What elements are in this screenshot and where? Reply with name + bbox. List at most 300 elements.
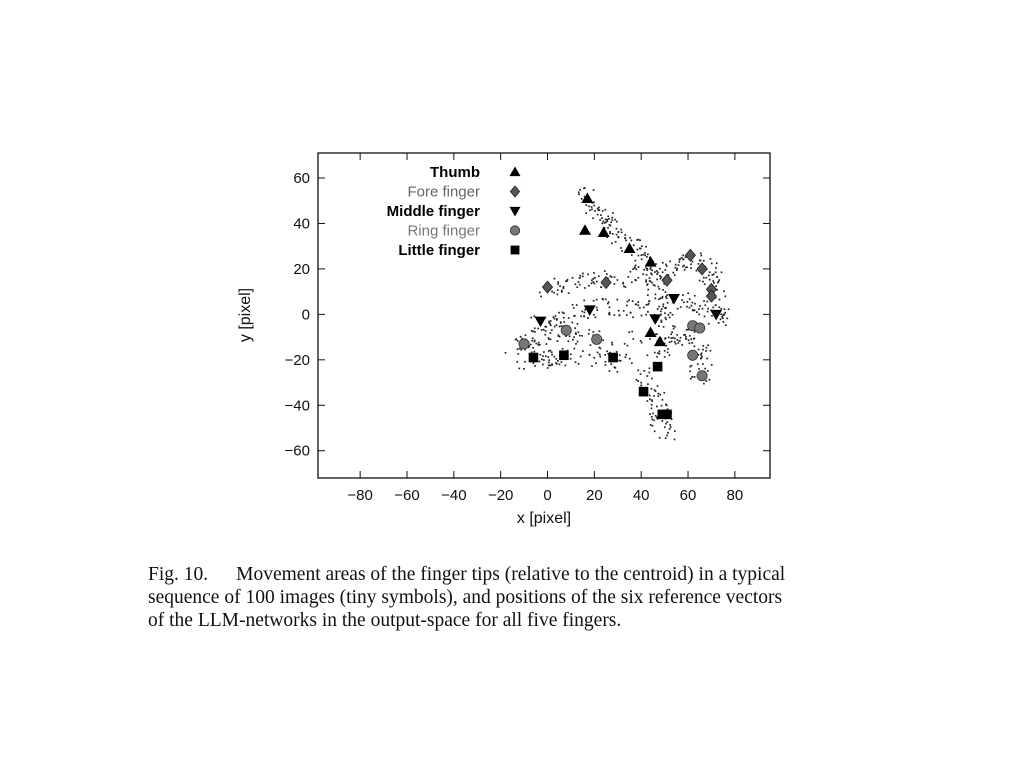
- movement-dot: [667, 432, 669, 434]
- movement-dot: [580, 315, 582, 317]
- movement-dot: [638, 266, 640, 268]
- movement-dot: [627, 345, 629, 347]
- movement-dot: [689, 371, 691, 373]
- movement-dot: [704, 316, 706, 318]
- movement-dot: [595, 362, 597, 364]
- movement-dot: [656, 416, 658, 418]
- movement-dot: [633, 244, 635, 246]
- little-finger-marker: [639, 387, 649, 397]
- caption-line-1: Fig. 10. Movement areas of the finger tips (relative to the centroid) in a typical: [148, 564, 786, 585]
- movement-dot: [661, 320, 663, 322]
- movement-dot: [616, 234, 618, 236]
- movement-dot: [645, 314, 647, 316]
- movement-dot: [687, 292, 689, 294]
- movement-dot: [533, 362, 535, 364]
- movement-dot: [573, 307, 575, 309]
- movement-dot: [624, 343, 626, 345]
- little-finger-marker: [559, 350, 569, 360]
- movement-dot: [605, 218, 607, 220]
- movement-dot: [639, 307, 641, 309]
- movement-dot: [702, 281, 704, 283]
- movement-dot: [559, 363, 561, 365]
- movement-dot: [556, 363, 558, 365]
- movement-dot: [718, 306, 720, 308]
- movement-dot: [524, 361, 526, 363]
- movement-dot: [690, 378, 692, 380]
- movement-dot: [579, 335, 581, 337]
- movement-dot: [647, 294, 649, 296]
- movement-dot: [707, 308, 709, 310]
- movement-dot: [568, 340, 570, 342]
- movement-dot: [661, 405, 663, 407]
- movement-dot: [646, 304, 648, 306]
- movement-dot: [696, 311, 698, 313]
- movement-dot: [689, 335, 691, 337]
- movement-dot: [563, 321, 565, 323]
- movement-dot: [640, 248, 642, 250]
- movement-dot: [609, 224, 611, 226]
- movement-dot: [724, 296, 726, 298]
- movement-dot: [681, 299, 683, 301]
- movement-dot: [554, 278, 556, 280]
- movement-dot: [722, 317, 724, 319]
- movement-dot: [625, 356, 627, 358]
- movement-dot: [692, 302, 694, 304]
- movement-dot: [641, 315, 643, 317]
- movement-dot: [651, 378, 653, 380]
- movement-dot: [635, 280, 637, 282]
- movement-dot: [562, 312, 564, 314]
- movement-dot: [620, 360, 622, 362]
- movement-dot: [541, 329, 543, 331]
- little-finger-marker: [653, 362, 663, 372]
- movement-dot: [694, 303, 696, 305]
- caption-line-3: of the LLM-networks in the output-space for all five fingers.: [148, 610, 622, 631]
- movement-dot: [602, 210, 604, 212]
- movement-dot: [646, 269, 648, 271]
- movement-dot: [692, 310, 694, 312]
- movement-dot: [704, 304, 706, 306]
- legend-label: Little finger: [398, 242, 480, 259]
- movement-dot: [615, 367, 617, 369]
- movement-dot: [698, 314, 700, 316]
- movement-dot: [670, 312, 672, 314]
- movement-dot: [620, 229, 622, 231]
- movement-dot: [587, 317, 589, 319]
- movement-dot: [656, 406, 658, 408]
- movement-dot: [665, 404, 667, 406]
- movement-dot: [582, 273, 584, 275]
- movement-dot: [605, 364, 607, 366]
- movement-dot: [596, 307, 598, 309]
- movement-dot: [539, 361, 541, 363]
- movement-dot: [576, 286, 578, 288]
- movement-dot: [677, 342, 679, 344]
- movement-dot: [599, 356, 601, 358]
- movement-dot: [593, 189, 595, 191]
- y-tick-label: −40: [284, 397, 310, 415]
- movement-dot: [707, 370, 709, 372]
- movement-dot: [626, 305, 628, 307]
- movement-dot: [701, 357, 703, 359]
- movement-dot: [551, 354, 553, 356]
- movement-dot: [534, 327, 536, 329]
- movement-dot: [614, 219, 616, 221]
- movement-dot: [518, 368, 520, 370]
- movement-dot: [653, 420, 655, 422]
- movement-dot: [625, 354, 627, 356]
- movement-dot: [716, 262, 718, 264]
- movement-dot: [624, 237, 626, 239]
- movement-dot: [553, 292, 555, 294]
- movement-dot: [666, 265, 668, 267]
- movement-dot: [643, 307, 645, 309]
- movement-dot: [689, 298, 691, 300]
- movement-dot: [690, 305, 692, 307]
- movement-dot: [654, 352, 656, 354]
- movement-dot: [619, 314, 621, 316]
- movement-dot: [573, 348, 575, 350]
- movement-dot: [578, 191, 580, 193]
- movement-dot: [517, 340, 519, 342]
- movement-dot: [622, 283, 624, 285]
- movement-dot: [703, 277, 705, 279]
- movement-dot: [556, 319, 558, 321]
- movement-dot: [611, 342, 613, 344]
- movement-dot: [650, 268, 652, 270]
- movement-dot: [667, 348, 669, 350]
- movement-dot: [581, 198, 583, 200]
- movement-dot: [551, 329, 553, 331]
- movement-dot: [545, 326, 547, 328]
- movement-dot: [654, 297, 656, 299]
- movement-dot: [569, 335, 571, 337]
- movement-dot: [663, 303, 665, 305]
- movement-dot: [696, 270, 698, 272]
- movement-dot: [531, 340, 533, 342]
- movement-dot: [668, 314, 670, 316]
- movement-dot: [649, 367, 651, 369]
- movement-dot: [609, 370, 611, 372]
- movement-dot: [599, 354, 601, 356]
- movement-dot: [682, 294, 684, 296]
- movement-dot: [664, 312, 666, 314]
- movement-dot: [640, 340, 642, 342]
- movement-dot: [701, 352, 703, 354]
- movement-dot: [545, 330, 547, 332]
- movement-dot: [561, 291, 563, 293]
- movement-dot: [660, 276, 662, 278]
- movement-dot: [557, 340, 559, 342]
- movement-dot: [572, 277, 574, 279]
- movement-dot: [609, 314, 611, 316]
- movement-dot: [600, 214, 602, 216]
- movement-dot: [712, 307, 714, 309]
- movement-dot: [658, 288, 660, 290]
- y-tick-label: 20: [293, 260, 310, 278]
- movement-dot: [539, 354, 541, 356]
- movement-dot: [665, 291, 667, 293]
- movement-dot: [660, 278, 662, 280]
- movement-dot: [648, 372, 650, 374]
- movement-dot: [637, 304, 639, 306]
- movement-dot: [689, 366, 691, 368]
- movement-dot: [710, 258, 712, 260]
- movement-dot: [581, 311, 583, 313]
- movement-dot: [649, 399, 651, 401]
- movement-dot: [662, 399, 664, 401]
- movement-dot: [589, 329, 591, 331]
- movement-dot: [672, 272, 674, 274]
- movement-dot: [643, 269, 645, 271]
- movement-dot: [597, 352, 599, 354]
- movement-dot: [683, 301, 685, 303]
- ring-finger-marker: [688, 350, 698, 360]
- movement-dot: [692, 261, 694, 263]
- legend-symbol: [510, 226, 519, 235]
- movement-dot: [532, 331, 534, 333]
- movement-dot: [639, 239, 641, 241]
- movement-dot: [532, 347, 534, 349]
- movement-dot: [616, 228, 618, 230]
- movement-dot: [660, 297, 662, 299]
- movement-dot: [551, 363, 553, 365]
- movement-dot: [676, 268, 678, 270]
- movement-dot: [534, 331, 536, 333]
- movement-dot: [669, 354, 671, 356]
- movement-dot: [678, 261, 680, 263]
- movement-dot: [573, 336, 575, 338]
- movement-dot: [651, 416, 653, 418]
- movement-dot: [647, 253, 649, 255]
- ring-finger-marker: [519, 339, 529, 349]
- movement-dot: [652, 425, 654, 427]
- legend-label: Ring finger: [407, 222, 480, 240]
- movement-dot: [693, 338, 695, 340]
- movement-dot: [689, 342, 691, 344]
- movement-dot: [592, 278, 594, 280]
- movement-dot: [591, 279, 593, 281]
- movement-dot: [550, 350, 552, 352]
- legend-label: Thumb: [430, 164, 480, 181]
- movement-dot: [665, 423, 667, 425]
- x-tick-label: −20: [487, 487, 514, 504]
- movement-dot: [615, 241, 617, 243]
- movement-dot: [598, 275, 600, 277]
- movement-dot: [653, 284, 655, 286]
- movement-dot: [577, 341, 579, 343]
- movement-dot: [642, 273, 644, 275]
- movement-dot: [665, 337, 667, 339]
- movement-dot: [707, 311, 709, 313]
- movement-dot: [600, 348, 602, 350]
- movement-dot: [632, 316, 634, 318]
- movement-dot: [627, 276, 629, 278]
- movement-dot: [559, 285, 561, 287]
- movement-dot: [548, 359, 550, 361]
- movement-dot: [537, 328, 539, 330]
- movement-dot: [617, 231, 619, 233]
- movement-dot: [533, 351, 535, 353]
- movement-dot: [616, 351, 618, 353]
- y-axis-title: y [pixel]: [237, 287, 254, 343]
- movement-dot: [597, 214, 599, 216]
- movement-dot: [609, 231, 611, 233]
- movement-dot: [679, 259, 681, 261]
- movement-dot: [547, 367, 549, 369]
- movement-dot: [544, 334, 546, 336]
- movement-dot: [665, 296, 667, 298]
- movement-dot: [719, 299, 721, 301]
- figure-caption: [148, 563, 888, 632]
- movement-dot: [596, 281, 598, 283]
- movement-dot: [709, 279, 711, 281]
- movement-dot: [581, 335, 583, 337]
- movement-dot: [601, 222, 603, 224]
- movement-dot: [609, 312, 611, 314]
- movement-dot: [715, 285, 717, 287]
- movement-dot: [698, 263, 700, 265]
- movement-dot: [660, 311, 662, 313]
- movement-dot: [539, 344, 541, 346]
- movement-dot: [674, 338, 676, 340]
- movement-dot: [686, 301, 688, 303]
- movement-dot: [654, 430, 656, 432]
- movement-dot: [657, 352, 659, 354]
- ring-finger-marker: [561, 325, 571, 335]
- movement-dot: [677, 308, 679, 310]
- movement-dot: [699, 305, 701, 307]
- movement-dot: [614, 283, 616, 285]
- movement-dot: [550, 332, 552, 334]
- movement-dot: [596, 309, 598, 311]
- movement-dot: [575, 361, 577, 363]
- movement-dot: [705, 277, 707, 279]
- movement-dot: [720, 313, 722, 315]
- movement-dot: [525, 334, 527, 336]
- movement-dot: [607, 303, 609, 305]
- movement-dot: [610, 363, 612, 365]
- movement-dot: [623, 310, 625, 312]
- movement-dot: [669, 428, 671, 430]
- movement-dot: [563, 317, 565, 319]
- movement-dot: [658, 306, 660, 308]
- movement-dot: [621, 250, 623, 252]
- movement-dot: [541, 358, 543, 360]
- y-tick-label: 40: [293, 215, 310, 233]
- movement-dot: [653, 395, 655, 397]
- movement-dot: [605, 361, 607, 363]
- movement-dot: [567, 279, 569, 281]
- movement-dot: [550, 324, 552, 326]
- movement-dot: [593, 300, 595, 302]
- movement-dot: [554, 356, 556, 358]
- movement-dot: [571, 322, 573, 324]
- legend-label: Fore finger: [407, 183, 480, 201]
- movement-dot: [658, 286, 660, 288]
- movement-dot: [602, 220, 604, 222]
- x-tick-label: −80: [347, 487, 373, 504]
- movement-dot: [636, 249, 638, 251]
- movement-dot: [561, 361, 563, 363]
- movement-dot: [703, 300, 705, 302]
- movement-dot: [681, 344, 683, 346]
- movement-dot: [718, 281, 720, 283]
- movement-dot: [663, 326, 665, 328]
- movement-dot: [614, 314, 616, 316]
- movement-dot: [661, 308, 663, 310]
- movement-dot: [637, 380, 639, 382]
- movement-dot: [623, 285, 625, 287]
- movement-dot: [630, 271, 632, 273]
- movement-dot: [711, 263, 713, 265]
- movement-dot: [662, 271, 664, 273]
- movement-dot: [596, 299, 598, 301]
- movement-dot: [728, 308, 730, 310]
- movement-dot: [704, 368, 706, 370]
- movement-dot: [667, 352, 669, 354]
- movement-dot: [688, 339, 690, 341]
- movement-dot: [591, 208, 593, 210]
- movement-dot: [632, 300, 634, 302]
- movement-dot: [669, 424, 671, 426]
- x-tick-label: −40: [441, 487, 467, 504]
- caption-label: Fig. 10.: [148, 564, 209, 585]
- movement-dot: [657, 271, 659, 273]
- movement-dot: [580, 356, 582, 358]
- movement-dot: [625, 286, 627, 288]
- movement-dot: [664, 356, 666, 358]
- movement-dot: [554, 326, 556, 328]
- movement-dot: [666, 435, 668, 437]
- movement-dot: [610, 221, 612, 223]
- y-tick-label: −20: [284, 351, 310, 369]
- x-tick-label: 80: [726, 487, 744, 504]
- movement-dot: [629, 237, 631, 239]
- movement-dot: [515, 338, 517, 340]
- movement-dot: [703, 383, 705, 385]
- movement-dot: [609, 233, 611, 235]
- x-axis-title: x [pixel]: [516, 510, 572, 527]
- movement-dot: [665, 317, 667, 319]
- movement-dot: [706, 301, 708, 303]
- movement-dot: [720, 318, 722, 320]
- movement-dot: [588, 205, 590, 207]
- x-tick-label: 20: [586, 487, 603, 504]
- movement-dot: [591, 282, 593, 284]
- movement-dot: [568, 292, 570, 294]
- movement-dot: [543, 351, 545, 353]
- movement-dot: [641, 254, 643, 256]
- movement-dot: [666, 297, 668, 299]
- movement-dot: [575, 332, 577, 334]
- movement-dot: [606, 273, 608, 275]
- movement-dot: [651, 388, 653, 390]
- movement-dot: [607, 227, 609, 229]
- movement-dot: [647, 400, 649, 402]
- movement-dot: [543, 359, 545, 361]
- movement-dot: [694, 295, 696, 297]
- movement-dot: [584, 312, 586, 314]
- movement-dot: [636, 379, 638, 381]
- movement-dot: [560, 322, 562, 324]
- movement-dot: [712, 280, 714, 282]
- movement-dot: [669, 317, 671, 319]
- movement-dot: [680, 337, 682, 339]
- movement-dot: [676, 334, 678, 336]
- movement-dot: [708, 275, 710, 277]
- movement-dot: [629, 358, 631, 360]
